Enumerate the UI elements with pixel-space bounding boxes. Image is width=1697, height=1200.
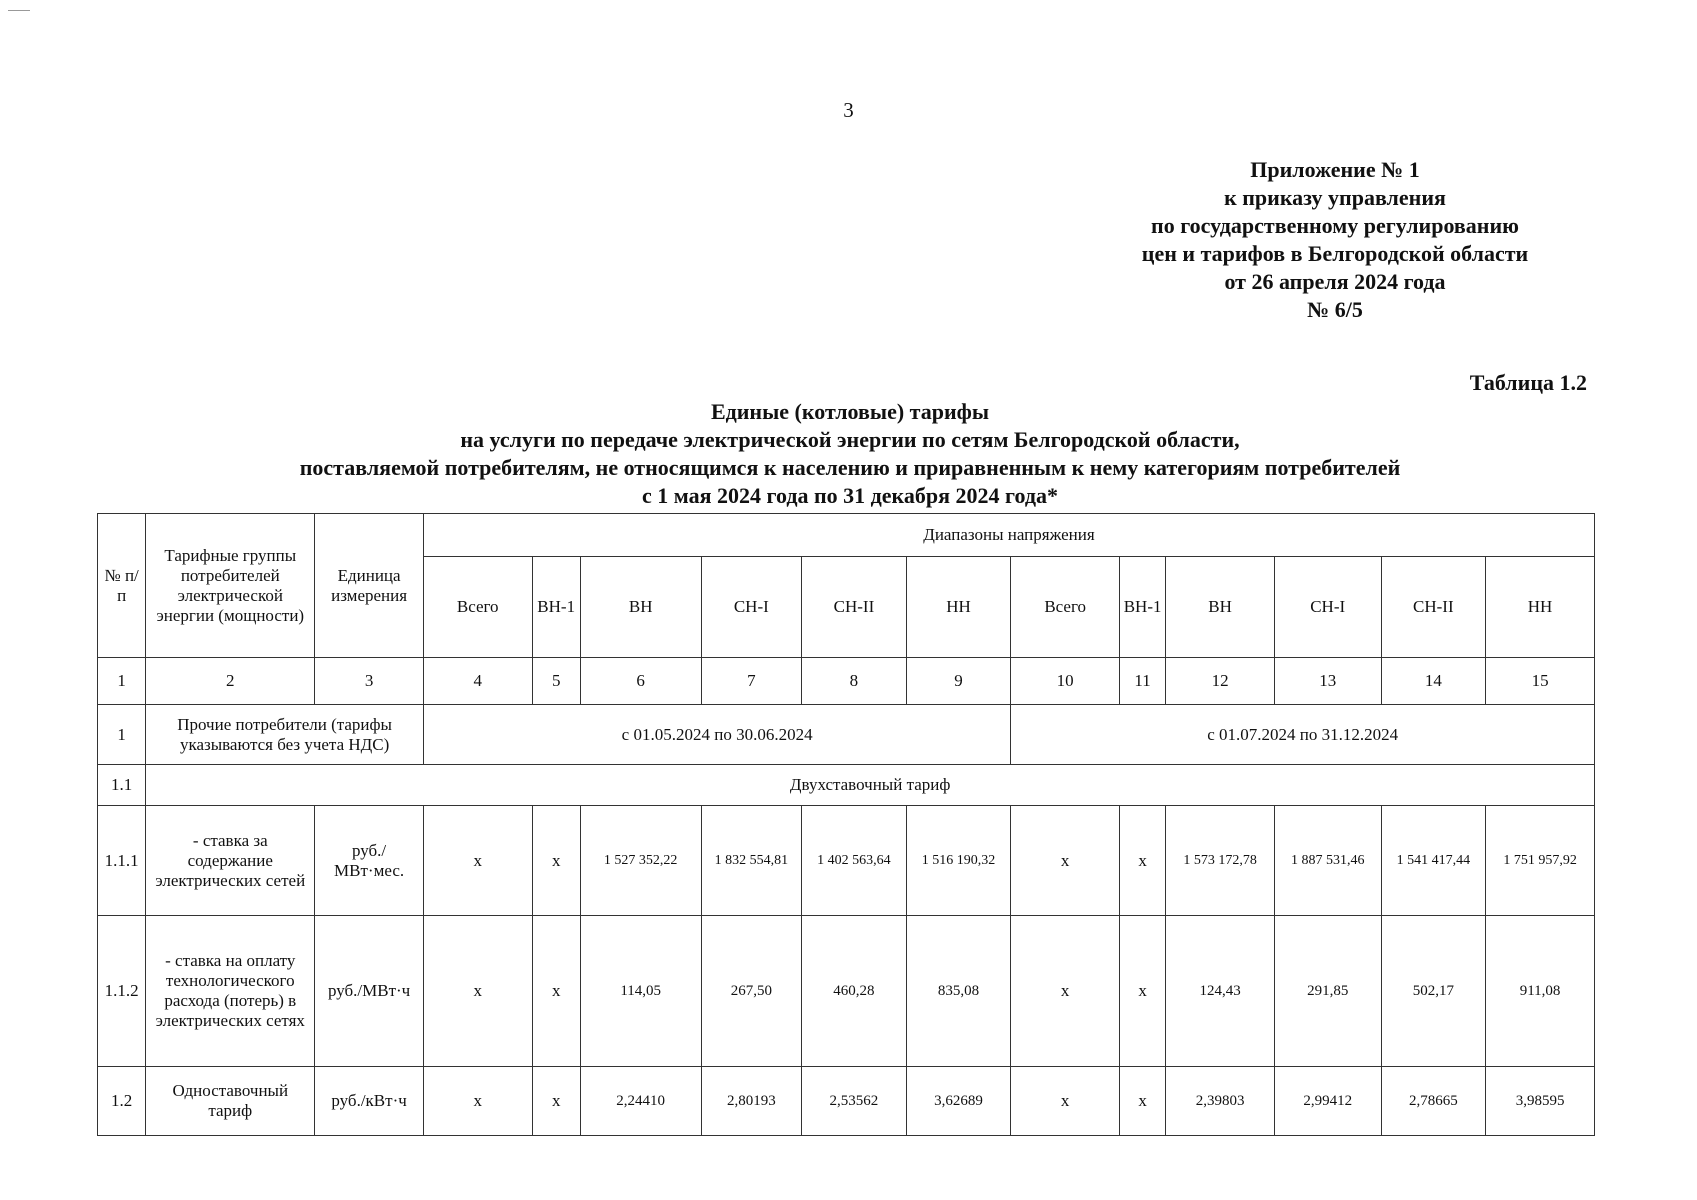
row-name: - ставка на оплату технологического расхода (потерь) в электрических сетях <box>146 916 315 1067</box>
row-value: х <box>532 1067 580 1136</box>
column-number: 5 <box>532 658 580 705</box>
column-number: 14 <box>1381 658 1486 705</box>
row-name: - ставка за содержание электрических сетей <box>146 806 315 916</box>
appendix-line: от 26 апреля 2024 года <box>1224 269 1446 294</box>
row-value: 1 402 563,64 <box>802 806 907 916</box>
row-name: Одноставочный тариф <box>146 1067 315 1136</box>
row-value: 2,53562 <box>802 1067 907 1136</box>
header-sub: СН-I <box>701 557 802 658</box>
appendix-header <box>1090 156 1580 324</box>
scan-artifact <box>8 10 30 11</box>
section-row <box>98 705 1595 765</box>
row-value: 3,98595 <box>1486 1067 1595 1136</box>
page-number: 3 <box>843 98 854 122</box>
period-1: с 01.05.2024 по 30.06.2024 <box>423 705 1010 765</box>
title-line: Единые (котловые) тарифы <box>710 399 990 424</box>
row-value: 1 527 352,22 <box>580 806 701 916</box>
row-value: х <box>1011 806 1120 916</box>
column-number: 2 <box>146 658 315 705</box>
row-value: 3,62689 <box>906 1067 1011 1136</box>
header-voltage-ranges: Диапазоны напряжения <box>423 514 1594 557</box>
header-sub: ВН-1 <box>1119 557 1165 658</box>
row-value: 2,80193 <box>701 1067 802 1136</box>
title-line: поставляемой потребителям, не относящимся к населению и приравненным к нему категориям потребителей <box>299 455 1401 480</box>
section-num: 1 <box>98 705 146 765</box>
appendix-line: цен и тарифов в Белгородской области <box>1141 241 1529 266</box>
row-unit: руб./кВт·ч <box>315 1067 424 1136</box>
row-value: х <box>1119 806 1165 916</box>
row-value: х <box>1119 916 1165 1067</box>
column-number: 1 <box>98 658 146 705</box>
column-number: 8 <box>802 658 907 705</box>
column-number: 3 <box>315 658 424 705</box>
two-rate-name: Двухставочный тариф <box>146 765 1595 806</box>
two-rate-num: 1.1 <box>98 765 146 806</box>
appendix-line: № 6/5 <box>1307 297 1363 322</box>
header-sub: Всего <box>1011 557 1120 658</box>
row-value: 2,39803 <box>1166 1067 1275 1136</box>
header-sub: ВН-1 <box>532 557 580 658</box>
column-number: 12 <box>1166 658 1275 705</box>
section-name: Прочие потребители (тарифы указываются без учета НДС) <box>146 705 424 765</box>
row-value: 114,05 <box>580 916 701 1067</box>
column-number: 13 <box>1274 658 1381 705</box>
row-unit: руб./МВт·мес. <box>315 806 424 916</box>
period-2: с 01.07.2024 по 31.12.2024 <box>1011 705 1595 765</box>
header-sub: СН-II <box>1381 557 1486 658</box>
row-value: 2,24410 <box>580 1067 701 1136</box>
header-sub: ВН <box>1166 557 1275 658</box>
row-value: 2,99412 <box>1274 1067 1381 1136</box>
row-value: х <box>423 916 532 1067</box>
header-sub: СН-II <box>802 557 907 658</box>
row-value: х <box>1011 1067 1120 1136</box>
row-value: 1 887 531,46 <box>1274 806 1381 916</box>
column-number-row <box>98 658 1595 705</box>
header-unit: Единица измерения <box>315 514 424 658</box>
header-sub: Всего <box>423 557 532 658</box>
row-value: 460,28 <box>802 916 907 1067</box>
row-value: х <box>1119 1067 1165 1136</box>
row-value: 1 832 554,81 <box>701 806 802 916</box>
row-value: 835,08 <box>906 916 1011 1067</box>
row-value: х <box>423 1067 532 1136</box>
appendix-line: Приложение № 1 <box>1250 157 1420 182</box>
row-value: х <box>532 916 580 1067</box>
row-value: 502,17 <box>1381 916 1486 1067</box>
column-number: 11 <box>1119 658 1165 705</box>
row-value: 1 751 957,92 <box>1486 806 1595 916</box>
row-value: 1 573 172,78 <box>1166 806 1275 916</box>
column-number: 9 <box>906 658 1011 705</box>
appendix-line: по государственному регулированию <box>1151 213 1519 238</box>
header-sub: ВН <box>580 557 701 658</box>
row-value: х <box>1011 916 1120 1067</box>
row-num: 1.2 <box>98 1067 146 1136</box>
two-rate-row <box>98 765 1595 806</box>
tariff-table <box>97 513 1595 1136</box>
column-number: 7 <box>701 658 802 705</box>
column-number: 10 <box>1011 658 1120 705</box>
column-number: 6 <box>580 658 701 705</box>
header-row <box>98 514 1595 557</box>
row-value: 911,08 <box>1486 916 1595 1067</box>
row-value: 291,85 <box>1274 916 1381 1067</box>
row-unit: руб./МВт·ч <box>315 916 424 1067</box>
header-sub: НН <box>906 557 1011 658</box>
row-value: х <box>423 806 532 916</box>
row-value: 124,43 <box>1166 916 1275 1067</box>
appendix-line: к приказу управления <box>1224 185 1446 210</box>
header-sub: СН-I <box>1274 557 1381 658</box>
row-value: х <box>532 806 580 916</box>
table-label: Таблица 1.2 <box>1469 370 1587 395</box>
table-row <box>98 916 1595 1067</box>
row-value: 1 516 190,32 <box>906 806 1011 916</box>
title-line: на услуги по передаче электрической энергии по сетям Белгородской области, <box>460 427 1240 452</box>
table-row <box>98 806 1595 916</box>
column-number: 4 <box>423 658 532 705</box>
header-groups: Тарифные группы потребителей электрической энергии (мощности) <box>146 514 315 658</box>
row-num: 1.1.2 <box>98 916 146 1067</box>
header-num: № п/п <box>98 514 146 658</box>
row-value: 267,50 <box>701 916 802 1067</box>
table-row <box>98 1067 1595 1136</box>
document-title <box>100 398 1600 510</box>
row-value: 1 541 417,44 <box>1381 806 1486 916</box>
row-num: 1.1.1 <box>98 806 146 916</box>
title-line: с 1 мая 2024 года по 31 декабря 2024 года* <box>642 483 1058 508</box>
header-sub: НН <box>1486 557 1595 658</box>
column-number: 15 <box>1486 658 1595 705</box>
row-value: 2,78665 <box>1381 1067 1486 1136</box>
